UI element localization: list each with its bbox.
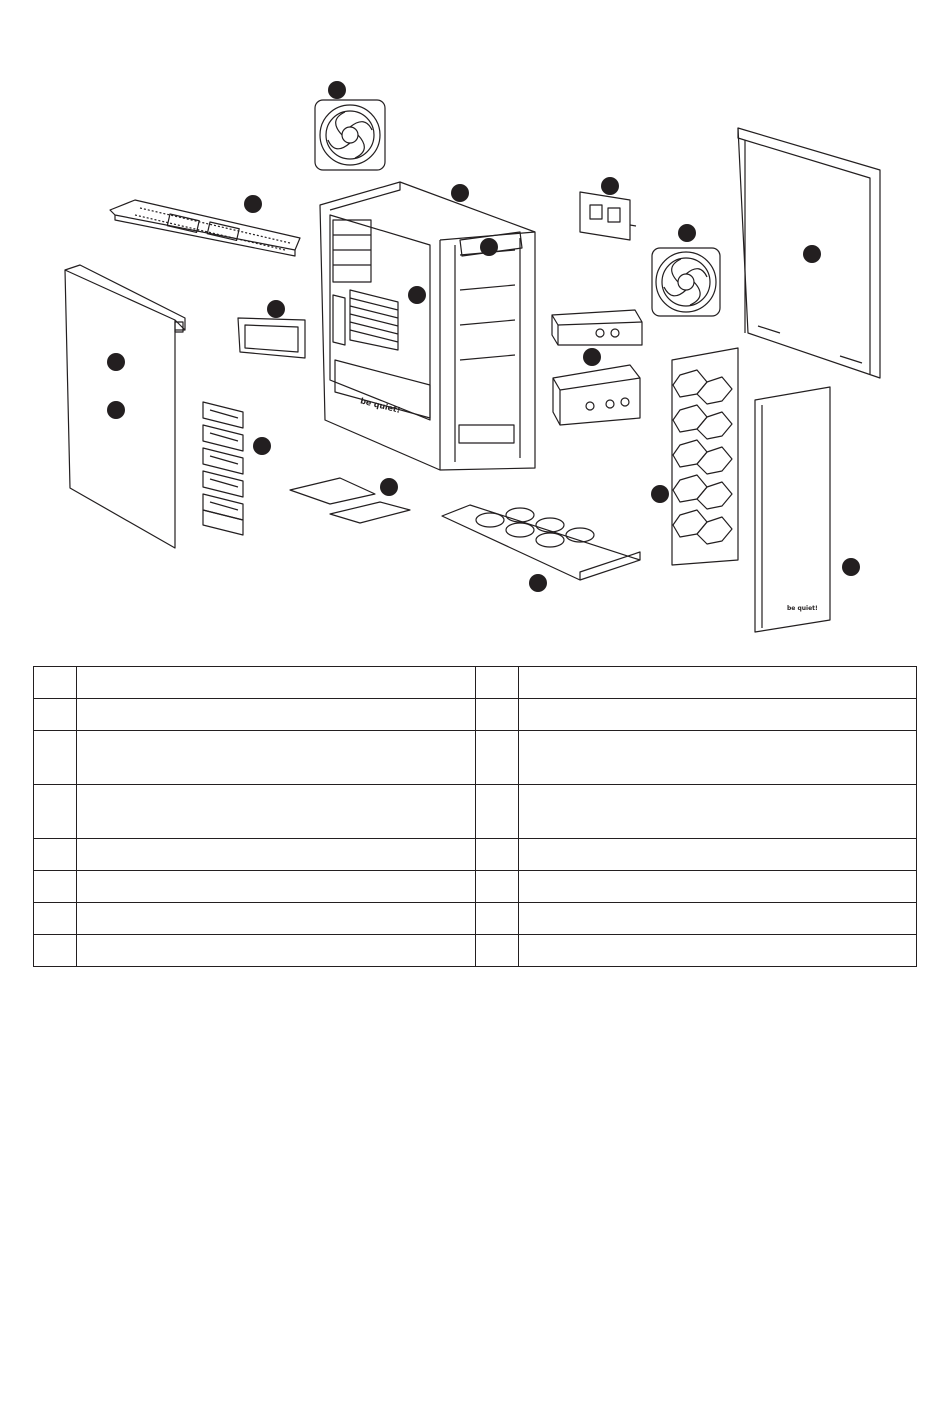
part-name-cell — [518, 667, 917, 699]
part-number-cell — [475, 871, 518, 903]
part-number-cell — [475, 785, 518, 839]
parts-legend-table — [33, 666, 917, 967]
part-number-cell — [475, 839, 518, 871]
front-panel — [755, 387, 830, 632]
callout-marker — [328, 81, 346, 99]
table-row — [34, 871, 917, 903]
part-name-cell — [77, 871, 476, 903]
part-name-cell — [518, 871, 917, 903]
part-name-cell — [77, 731, 476, 785]
hdd-mount-bracket — [580, 192, 636, 240]
part-number-cell — [34, 667, 77, 699]
part-name-cell — [77, 699, 476, 731]
part-name-cell — [518, 839, 917, 871]
callout-marker — [107, 401, 125, 419]
top-cover — [110, 200, 300, 256]
part-number-cell — [34, 935, 77, 967]
part-number-cell — [475, 935, 518, 967]
callout-marker — [107, 353, 125, 371]
table-row — [34, 903, 917, 935]
table-row — [34, 785, 917, 839]
callout-marker — [253, 437, 271, 455]
table-row — [34, 839, 917, 871]
table-row — [34, 935, 917, 967]
table-row — [34, 731, 917, 785]
callout-marker — [451, 184, 469, 202]
callout-marker — [651, 485, 669, 503]
callout-marker — [678, 224, 696, 242]
callout-markers — [107, 81, 860, 592]
part-name-cell — [518, 731, 917, 785]
part-number-cell — [475, 903, 518, 935]
exploded-case-diagram — [0, 0, 950, 650]
part-name-cell — [518, 785, 917, 839]
pci-brackets — [203, 402, 243, 535]
part-number-cell — [475, 699, 518, 731]
part-name-cell — [77, 839, 476, 871]
callout-marker — [244, 195, 262, 213]
pci-slot-covers — [238, 318, 305, 358]
top-fan — [315, 100, 385, 170]
callout-marker — [842, 558, 860, 576]
part-number-cell — [34, 699, 77, 731]
front-dust-filter — [672, 348, 738, 565]
callout-marker — [803, 245, 821, 263]
table-row — [34, 667, 917, 699]
part-number-cell — [34, 731, 77, 785]
hdd-cage — [553, 365, 640, 425]
front-panel-brand-text: be quiet! — [787, 605, 818, 612]
part-name-cell — [77, 903, 476, 935]
parts-table-body — [34, 667, 917, 967]
bottom-dust-filter — [442, 505, 640, 580]
left-side-panel — [65, 265, 185, 548]
callout-marker — [480, 238, 498, 256]
part-name-cell — [77, 785, 476, 839]
part-number-cell — [34, 839, 77, 871]
part-name-cell — [518, 935, 917, 967]
callout-marker — [380, 478, 398, 496]
callout-marker — [529, 574, 547, 592]
callout-marker — [583, 348, 601, 366]
side-fan — [652, 248, 720, 316]
callout-marker — [267, 300, 285, 318]
part-name-cell — [77, 667, 476, 699]
part-name-cell — [77, 935, 476, 967]
part-number-cell — [34, 903, 77, 935]
table-row — [34, 699, 917, 731]
part-number-cell — [475, 667, 518, 699]
part-number-cell — [34, 871, 77, 903]
case-body — [320, 182, 535, 470]
part-name-cell — [518, 903, 917, 935]
part-name-cell — [518, 699, 917, 731]
ssd-bracket — [552, 310, 642, 345]
case-brand-text: be quiet! — [359, 396, 402, 415]
callout-marker — [408, 286, 426, 304]
part-number-cell — [475, 731, 518, 785]
callout-marker — [601, 177, 619, 195]
part-number-cell — [34, 785, 77, 839]
